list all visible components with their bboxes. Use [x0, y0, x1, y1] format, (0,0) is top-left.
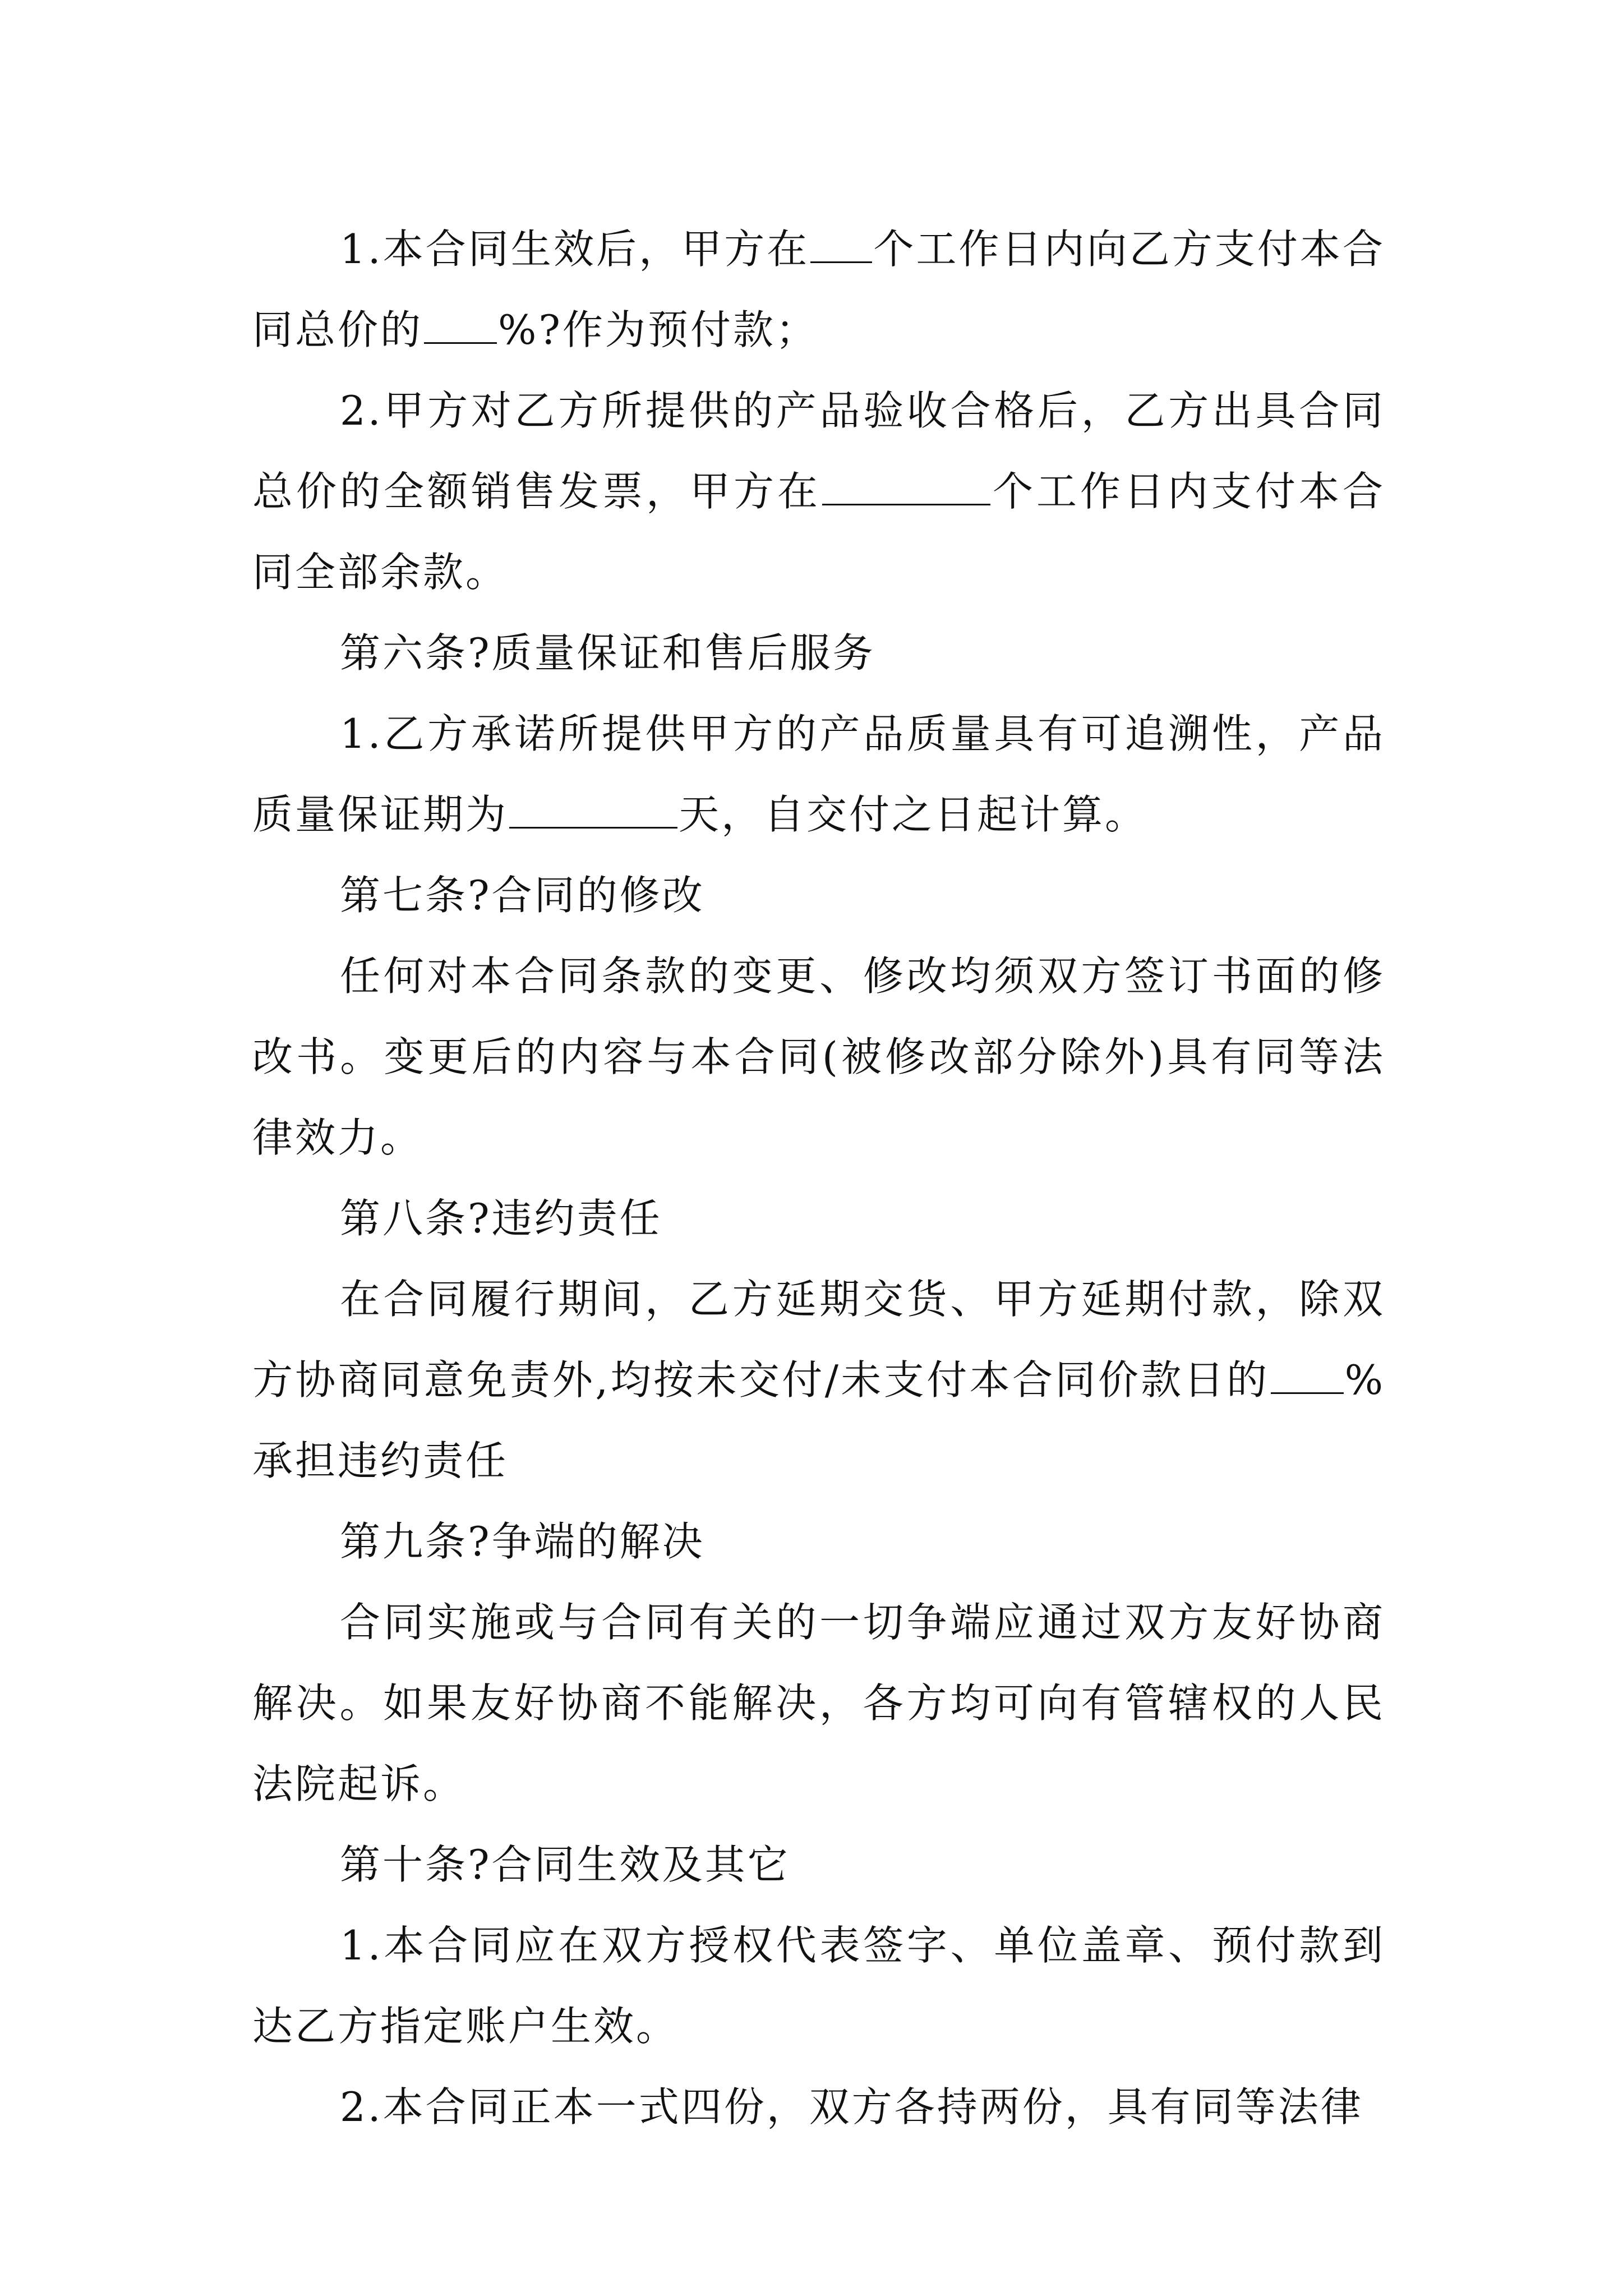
clause-text: %承担违约责任	[252, 1356, 1385, 1484]
clause-6-item-1	[252, 693, 1385, 855]
clause-text: 2.甲方对乙方所提供的产品验收合格后，乙方出具合同总价的全额销售发票，甲方在	[252, 387, 1385, 515]
article-7-heading: 第七条?合同的修改	[340, 872, 705, 919]
blank-line	[424, 306, 497, 344]
clause-9-item-1: 合同实施或与合同有关的一切争端应通过双方友好协商解决。如果友好协商不能解决，各方均可向有管辖权的人民法院起诉。	[252, 1599, 1385, 1807]
clause-text: 个工作日内支付本合同全部余款。	[252, 468, 1385, 596]
clause-text: 1.乙方承诺所提供甲方的产品质量具有可追溯性，产品质量保证期为	[252, 710, 1385, 838]
blank-line	[822, 467, 990, 505]
clause-8-item-1	[252, 1259, 1385, 1501]
document-body	[252, 209, 1385, 2147]
blank-line	[810, 225, 872, 263]
clause-10-item-2: 2.本合同正本一式四份，双方各持两份，具有同等法律	[340, 2083, 1363, 2131]
clause-text: 在合同履行期间，乙方延期交货、甲方延期付款，除双方协商同意免责外,均按未交付/未支付本合同价款日的	[252, 1276, 1385, 1404]
clause-5-item-1	[252, 209, 1385, 370]
blank-line	[509, 790, 677, 829]
clause-text: 天，自交付之日起计算。	[679, 791, 1148, 838]
clause-text: 个工作日内向乙方支付本合同总价的	[252, 226, 1385, 353]
clause-7-item-1: 任何对本合同条款的变更、修改均须双方签订书面的修改书。变更后的内容与本合同(被修改部分除外)具有同等法律效力。	[252, 953, 1385, 1161]
clause-10-item-1: 1.本合同应在双方授权代表签字、单位盖章、预付款到达乙方指定账户生效。	[252, 1922, 1385, 2050]
article-8-heading: 第八条?违约责任	[340, 1195, 662, 1242]
blank-line	[1271, 1356, 1344, 1394]
clause-5-item-2	[252, 370, 1385, 613]
clause-text: 1.本合同生效后，甲方在	[340, 226, 810, 273]
article-9-heading: 第九条?争端的解决	[340, 1518, 705, 1565]
article-10-heading: 第十条?合同生效及其它	[340, 1841, 790, 1888]
article-6-heading: 第六条?质量保证和售后服务	[340, 629, 875, 677]
clause-text: %?作为预付款；	[498, 306, 819, 353]
